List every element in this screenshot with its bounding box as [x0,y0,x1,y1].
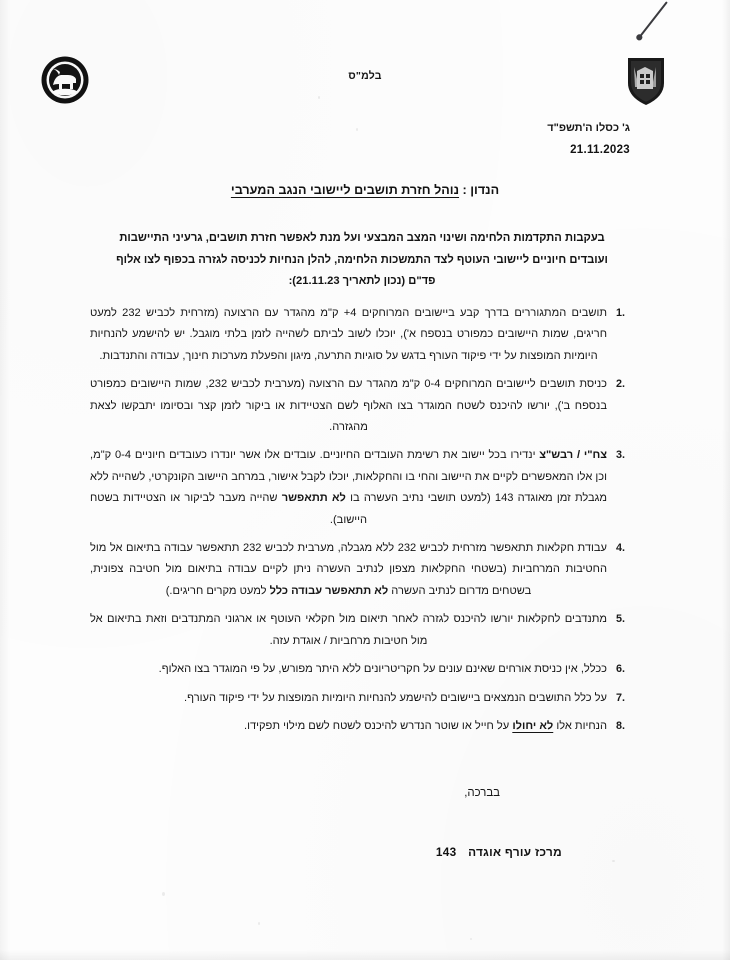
subject-title: נוהל חזרת תושבים ליישובי הנגב המערבי [230,183,460,197]
clause-item [90,538,638,602]
clause-text: הנחיות אלו לא יחולו על חייל או שוטר הנדרש להיכנס לשטח לשם מילוי תפקידו. [244,719,607,732]
closing-regards: בברכה, [464,787,500,799]
clause-number: 7. [616,691,626,704]
subject-line [0,183,730,197]
scan-speck [258,922,260,925]
classification-marking: בלמ"ס [348,70,382,82]
clause-number: 6. [616,663,626,676]
clause-text: עבודת חקלאות תתאפשר מזרחית לכביש 232 ללא מגבלה, מערבית לכביש 232 תתאפשר עבודה בתיאום אל מול החטיבות המרחביות (בשטחי החקלאות מצפון לנתיב העשרה ניתן לקיים עבודה בתיאום מול חטיבה צפונית, בשטחים מדרום לנתיב העשרה לא תתאפשר עבודה כלל למעט מקרים חריגים.) [90,542,607,597]
date-block [547,118,630,162]
clause-text: צח"י / רבש"צ ינדירו בכל יישוב את רשימת העובדים החיוניים. עובדים אלו אשר יונדרו כעובדים חיוניים 0-4 ק"מ, וכן אלו המאפשרים לקיים את היישוב והחי בו והחקלאות, יוכלו לקבל אישור, במרחב היישוב הקונקרטי, לשהייה ללא מגבלת זמן מאוגדה 143 (למעט תושבי נתיב העשרה בו לא תתאפשר שהייה מעבר לביקור או הצטיידות בשטח היישוב). [90,449,608,526]
clause-number: 2. [616,378,626,391]
scan-speck [470,938,472,940]
clause-text: מתנדבים לחקלאות יורשו להיכנס לגזרה לאחר תיאום מול חקלאי העוטף או ארגוני המתנדבים וזאת בתיאום אל מול חטיבות מרחביות / אוגדת עזה. [90,613,607,647]
clause-item [90,609,638,652]
clause-number: 8. [616,719,626,732]
scan-speck [356,128,358,131]
subject-label: הנדון : [462,183,500,197]
clause-text: כניסת תושבים ליישובים המרוחקים 0-4 ק"מ מהגדר עם הרצועה (מערבית לכביש 232, שמות היישובים כמפורט בנספח ב'), יורשו להיכנס לשטח המוגדר בצו האלוף לשם הצטיידות או ביקור לזמן קצר ובסיומו יתבקשו לצאת מהגזרה. [90,378,608,434]
clause-item [90,716,638,737]
clause-number: 1. [616,307,626,319]
clause-text: על כלל התושבים הנמצאים ביישובים להישמע להנחיות היומיות המופצות על ידי פיקוד העורף. [184,691,607,704]
clause-number: 4. [616,542,626,555]
signature-unit-name: מרכז עורף אוגדה [468,845,562,859]
clause-item [90,688,638,709]
signature-unit [436,845,562,859]
intro-paragraph: בעקבות התקדמות הלחימה ושינוי המצב המבצעי ועל מנת לאפשר חזרת תושבים, גרעיני התיישבות ועובדים חיוניים ליישובי העוטף לצד התמשכות הלחימה, להלן הנחיות לכניסה לגזרה בכפוף לצו אלוף פד"ם (נכון לתאריך 21.11.23): [116,232,608,287]
scan-speck [162,892,165,896]
signature-unit-number: 143 [435,845,457,859]
clause-item [90,445,638,531]
scan-speck [612,860,615,862]
clause-item [90,374,638,438]
clause-text: ככלל, אין כניסת אורחים שאינם עונים על חקריטריונים ללא היתר מפורש, על פי המוגדר בצו האלוף. [158,663,607,676]
clause-list [90,303,638,744]
clause-item [90,659,638,680]
scan-edge-shadow-bottom [0,950,730,960]
scan-edge-shadow-left [0,0,10,960]
clause-number: 3. [616,449,626,462]
scan-artifact-streak [638,1,668,39]
scan-edge-shadow-right [722,0,730,960]
clause-item [90,303,638,367]
gregorian-date: 21.11.2023 [570,144,630,157]
clause-text: תושבים המתגוררים בדרך קבע ביישובים המרוחקים 4+ ק"מ מהגדר עם הרצועה (מזרחית לכביש 232 למעט חריגים, שמות היישובים כמפורט בנספח א'), יוכלו לשוב לביתם לשהייה לזמן בלתי מוגבל. יש להישמע להנחיות היומיות המופצות על ידי פיקוד העורף בדגש על סוגיות התרעה, מיגון והפעלת מערכות חינוך, עבודה והתנדבות. [90,307,608,362]
hebrew-date: ג' כסלו ה'תשפ"ד [547,122,630,134]
scan-speck [318,96,320,99]
clause-number: 5. [616,613,626,626]
